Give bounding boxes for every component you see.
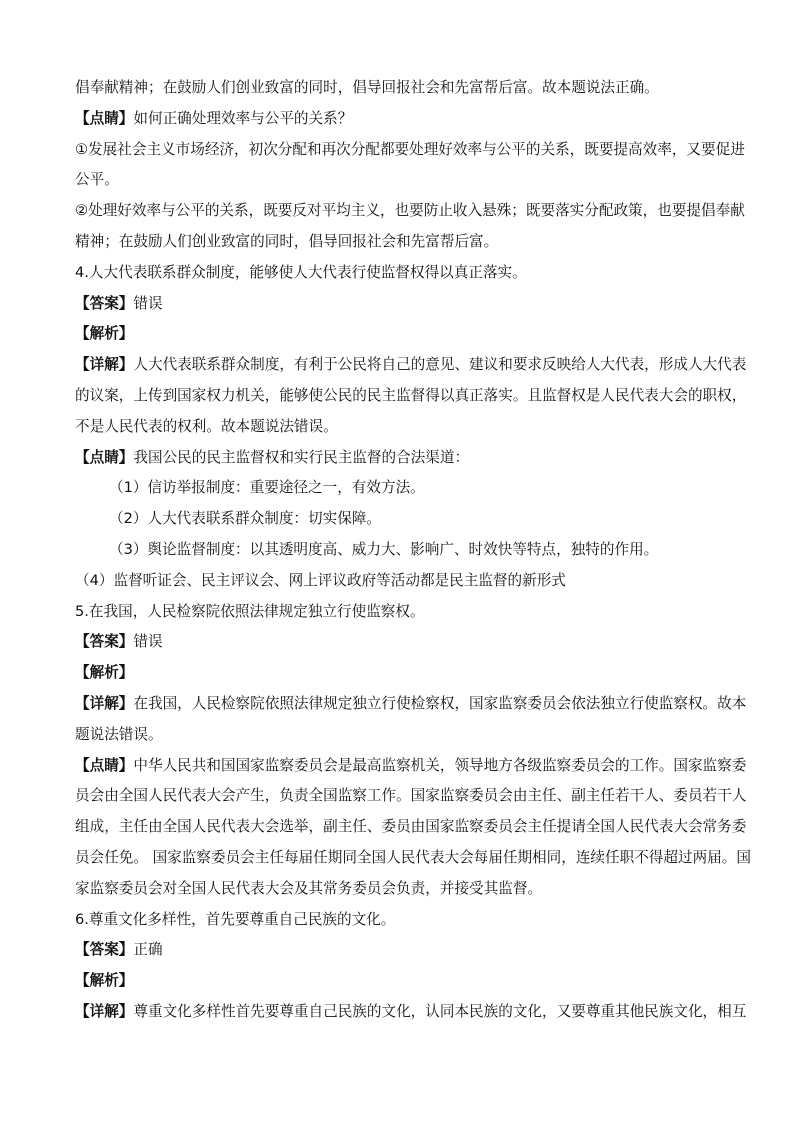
text-line	[75, 355, 747, 375]
line-text: （4）监督听证会、民主评议会、网上评议政府等活动都是民主监督的新形式	[75, 571, 566, 589]
text-line	[75, 294, 731, 314]
text-line	[75, 879, 731, 899]
section-tag: 【解析】	[75, 664, 134, 682]
line-text: ①发展社会主义市场经济，初次分配和再次分配都要处理好效率与公平的关系，既要提高效率，又要促进	[75, 140, 745, 158]
text-line	[75, 940, 731, 960]
section-tag: 【点睛】	[75, 109, 134, 127]
text-line	[75, 786, 747, 806]
line-text: 员会任免。 国家监察委员会主任每届任期同全国人民代表大会每届任期相同，连续任职不得超过两届。国	[75, 848, 751, 866]
text-line	[75, 509, 731, 529]
section-tag: 【详解】	[75, 694, 134, 712]
line-text: （3）舆论监督制度：以其透明度高、威力大、影响广、时效快等特点，独特的作用。	[109, 540, 659, 558]
text-line	[75, 756, 747, 776]
section-tag: 【答案】	[75, 294, 134, 312]
text-line	[75, 140, 745, 160]
line-text: 人大代表联系群众制度，有利于公民将自己的意见、建议和要求反映给人大代表，形成人大代表	[133, 356, 747, 374]
document-page	[75, 78, 751, 1033]
text-line	[75, 540, 731, 560]
text-line	[75, 632, 731, 652]
text-line	[75, 848, 751, 868]
line-text: 4.人大代表联系群众制度，能够使人大代表行使监督权得以真正落实。	[75, 263, 527, 281]
line-text: 正确	[133, 941, 163, 959]
text-line	[75, 386, 747, 406]
line-text: 错误	[133, 294, 163, 312]
text-line	[75, 602, 731, 622]
line-text: 的议案，上传到国家权力机关，能够使公民的民主监督得以真正落实。且监督权是人民代表大会的职权，	[75, 386, 747, 404]
text-line	[75, 817, 747, 837]
text-line	[75, 910, 731, 930]
text-line	[75, 78, 731, 98]
line-text: 家监察委员会对全国人民代表大会及其常务委员会负责，并接受其监督。	[75, 879, 543, 897]
text-line	[75, 478, 731, 498]
section-tag: 【答案】	[75, 941, 134, 959]
line-text: 精神；在鼓励人们创业致富的同时，倡导回报社会和先富帮后富。	[75, 232, 499, 250]
section-tag: 【解析】	[75, 325, 134, 343]
section-tag: 【详解】	[75, 1002, 134, 1020]
text-line	[75, 571, 731, 591]
section-tag: 【解析】	[75, 972, 134, 990]
section-tag: 【点睛】	[75, 448, 134, 466]
line-text: 题说法错误。	[75, 725, 163, 743]
line-text: （2）人大代表联系群众制度：切实保障。	[109, 510, 381, 528]
line-text: 如何正确处理效率与公平的关系？	[133, 109, 353, 127]
line-text: 5.在我国，人民检察院依照法律规定独立行使监察权。	[75, 602, 425, 620]
text-line	[75, 694, 747, 714]
text-line	[75, 201, 745, 221]
line-text: 错误	[133, 633, 163, 651]
section-tag: 【点睛】	[75, 756, 134, 774]
text-line	[75, 971, 731, 991]
line-text: 尊重文化多样性首先要尊重自己民族的文化，认同本民族的文化，又要尊重其他民族文化，相互	[133, 1002, 747, 1020]
text-line	[75, 663, 731, 683]
text-line	[75, 1002, 747, 1022]
line-text: 中华人民共和国国家监察委员会是最高监察机关，领导地方各级监察委员会的工作。国家监察委	[133, 756, 747, 774]
text-line	[75, 725, 731, 745]
line-text: 组成，主任由全国人民代表大会选举，副主任、委员由国家监察委员会主任提请全国人民代表大会常务委	[75, 818, 747, 836]
line-text: 员会由全国人民代表大会产生，负责全国监察工作。国家监察委员会由主任、副主任若干人、委员若干人	[75, 787, 747, 805]
line-text: 倡奉献精神；在鼓励人们创业致富的同时，倡导回报社会和先富帮后富。故本题说法正确。	[75, 79, 659, 96]
text-line	[75, 232, 731, 252]
line-text: ②处理好效率与公平的关系，既要反对平均主义，也要防止收入悬殊；既要落实分配政策，也要提倡奉献	[75, 202, 745, 220]
line-text: 不是人民代表的权利。故本题说法错误。	[75, 417, 338, 435]
text-line	[75, 448, 731, 468]
text-line	[75, 170, 731, 190]
text-line	[75, 324, 731, 344]
line-text: 公平。	[75, 171, 119, 189]
line-text: 在我国，人民检察院依照法律规定独立行使检察权，国家监察委员会依法独立行使监察权。故本	[133, 694, 747, 712]
line-text: 我国公民的民主监督权和实行民主监督的合法渠道：	[133, 448, 470, 466]
text-line	[75, 417, 731, 437]
section-tag: 【答案】	[75, 633, 134, 651]
text-line	[75, 109, 731, 129]
line-text: （1）信访举报制度：重要途径之一，有效方法。	[109, 479, 425, 497]
text-line	[75, 263, 731, 283]
section-tag: 【详解】	[75, 356, 134, 374]
line-text: 6.尊重文化多样性，首先要尊重自己民族的文化。	[75, 910, 396, 928]
